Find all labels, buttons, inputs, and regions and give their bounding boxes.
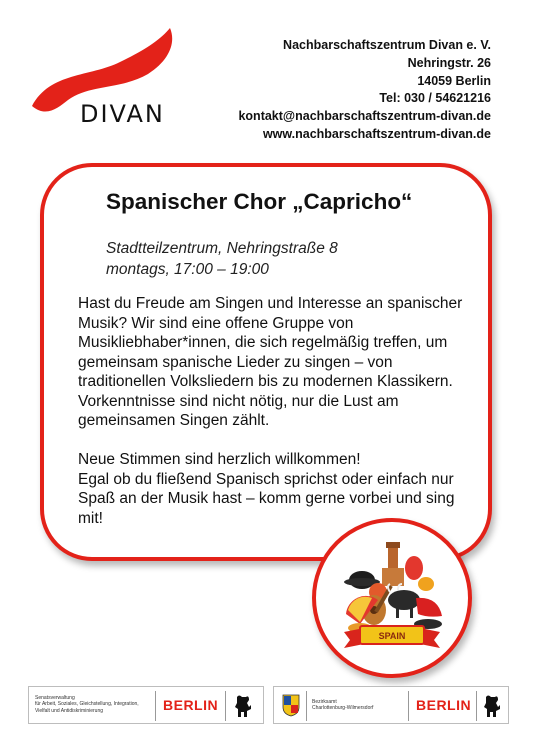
org-street: Nehringstr. 26 <box>407 55 491 70</box>
divan-logo-text: DIVAN <box>80 100 165 128</box>
berlin-bear-icon <box>482 693 502 719</box>
spain-banner-text: SPAIN <box>378 631 406 641</box>
org-phone: Tel: 030 / 54621216 <box>379 91 491 106</box>
sponsor-bezirksamt <box>273 686 509 724</box>
description-paragraph-1: Hast du Freude am Singen und Interesse an spanischer Musik? Wir sind eine offene Gruppe von Musikliebhaber*innen, die sich regelmäßig treffen, um gemeinsam spanische Lieder zu singen – von traditionellen Volksliedern bis zu modernen Klassikern. Vorkenntnisse sind nicht nötig, nur die Lust am gemeinsamen Singen zählt. <box>78 295 463 429</box>
spain-emblem-circle <box>312 518 472 678</box>
sponsor-divider <box>155 691 156 721</box>
sponsor-divider <box>306 691 307 721</box>
description-paragraph-2-line-2: Egal ob du fließend Spanisch sprichst oder einfach nur Spaß an der Musik hast – komm gerne vorbei und sing mit! <box>78 470 455 527</box>
event-title: Spanischer Chor „Capricho“ <box>106 189 413 214</box>
event-venue: Stadtteilzentrum, Nehringstraße 8 <box>106 240 338 257</box>
sponsor-bezirk-text <box>312 699 373 712</box>
organization-contact <box>238 37 491 144</box>
sponsor-bezirk-line-1: Bezirksamt <box>312 699 337 705</box>
sponsor-berlin-wordmark: BERLIN <box>163 697 219 713</box>
org-city: 14059 Berlin <box>417 73 491 88</box>
sponsor-senat-line-3: Vielfalt und Antidiskriminierung <box>35 707 104 714</box>
org-email[interactable]: kontakt@nachbarschaftszentrum-divan.de <box>238 109 491 124</box>
sponsor-berlin-wordmark: BERLIN <box>416 697 472 713</box>
sponsor-senat-line-1: Senatsverwaltung <box>35 695 75 701</box>
org-website[interactable]: www.nachbarschaftszentrum-divan.de <box>262 126 491 141</box>
spain-emblem-illustration <box>338 540 446 652</box>
sponsor-divider <box>225 691 226 721</box>
sponsor-divider <box>476 691 477 721</box>
event-description <box>78 294 470 528</box>
event-time: montags, 17:00 – 19:00 <box>106 261 269 278</box>
sponsor-bezirk-line-2: Charlottenburg-Wilmersdorf <box>312 705 374 712</box>
sponsor-divider <box>408 691 409 721</box>
description-paragraph-2-line-1: Neue Stimmen sind herzlich willkommen! <box>78 451 361 468</box>
sponsor-senat-text <box>35 695 139 714</box>
org-name: Nachbarschaftszentrum Divan e. V. <box>283 38 491 52</box>
sponsor-senat-line-2: für Arbeit, Soziales, Gleichstellung, Integration, <box>35 701 139 708</box>
event-venue-time <box>106 238 338 280</box>
district-coat-of-arms-icon <box>282 693 300 717</box>
berlin-bear-icon <box>233 693 253 719</box>
sponsor-senatsverwaltung <box>28 686 264 724</box>
